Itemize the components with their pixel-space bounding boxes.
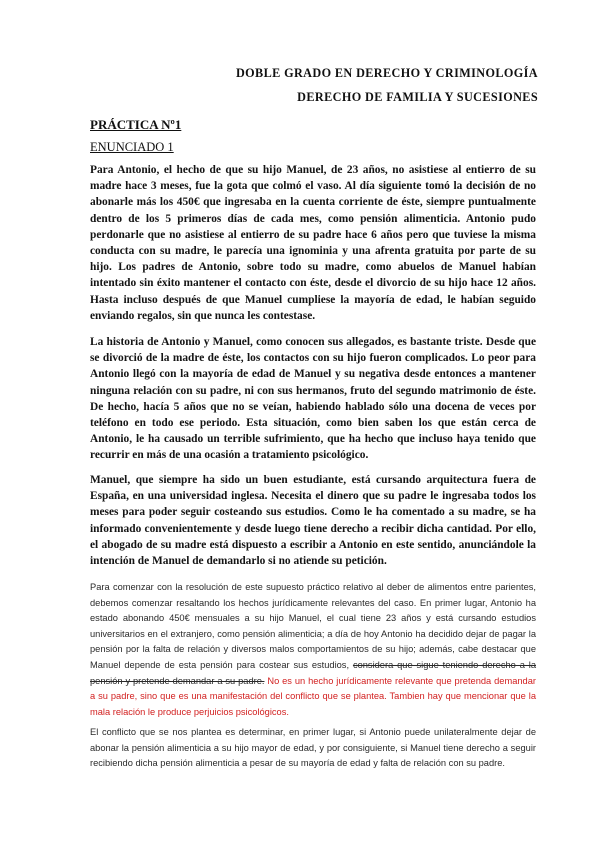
statement-label: ENUNCIADO 1 [90, 140, 174, 154]
subject-header: DERECHO DE FAMILIA Y SUCESIONES [297, 90, 538, 104]
statement-paragraph-1: Para Antonio, el hecho de que su hijo Manuel, de 23 años, no asistiese al entierro de su madre hace 3 meses, fue la gota que colmó el vaso. Al día siguiente tomó la decisión de no abonarle más los 450€ que ingresaba en la cuenta corriente de éste, siempre puntualmente dentro de los 5 primeros días de cada mes, como pensión alimenticia. Antonio pudo perdonarle que no asistiese al entierro de su padre hace 6 años pero que tuviese la misma conducta con su madre, le parecía una ignominia y una afrenta gratuita por parte de su hijo. Los padres de Antonio, sobre todo su madre, como abuelos de Manuel habían intentado sin éxito mantener el contacto con éste, desde el divorcio de su hijo hace 12 años. Hasta incluso después de que Manuel cumpliese la mayoría de edad, le habían seguido enviando regalos, sin que nunca les contestase. [90, 164, 536, 322]
practice-title: PRÁCTICA Nº1 [90, 117, 182, 132]
statement-paragraph-2: La historia de Antonio y Manuel, como conocen sus allegados, es bastante triste. Desde que se divorció de la madre de éste, los contactos con su hijo fueron complicados. Lo peor para Antonio llegó con la mayoría de edad de Manuel y su negativa desde entonces a mantener ninguna relación con su padre, ni con sus hermanos, fruto del segundo matrimonio de éste. De hecho, hacía 5 años que no se veían, habiendo hablado sólo una docena de veces por teléfono en todo ese periodo. Esta situación, como bien saben los que están cerca de Antonio, le ha causado un terrible sufrimiento, que ha hecho que incluso haya tenido que recurrir en más de una ocasión a tratamiento psicológico. [90, 336, 536, 462]
struck-out-text: considera que sigue teniendo derecho a la pensión y pretende demandar a su padre. [90, 659, 536, 686]
degree-header: DOBLE GRADO EN DERECHO Y CRIMINOLOGÍA [235, 66, 538, 80]
correction-note: No es un hecho jurídicamente relevante que pretenda demandar a su padre, sino que es una manifestación del conflicto que se plantea. Tambien hay que mencionar que la mala relación le produce perjuicios psicológicos. [90, 675, 536, 717]
answer-paragraph-1 [90, 580, 536, 720]
statement-paragraph-3: Manuel, que siempre ha sido un buen estudiante, está cursando arquitectura fuera de España, en una universidad inglesa. Necesita el dinero que su padre le ingresaba todos los meses para poder seguir costeando sus estudios. Como le ha comentado a su madre, se ha informado convenientemente y desde luego tiene derecho a recibir dicha cantidad. Por ello, el abogado de su madre está dispuesto a escribir a Antonio en este sentido, anunciándole la intención de Manuel de demandarlo si no atiende su petición. [90, 474, 536, 568]
answer-paragraph-2: El conflicto que se nos plantea es determinar, en primer lugar, si Antonio puede unilateralmente dejar de abonar la pensión alimenticia a su hijo mayor de edad, y por consiguiente, si Manuel tiene derecho a seguir recibiendo dicha pensión alimenticia a pesar de su mayoría de edad y falta de relación con su padre. [90, 727, 536, 769]
answer-paragraph-1-text: Para comenzar con la resolución de este supuesto práctico relativo al deber de alimentos entre parientes, debemos comenzar resaltando los hechos jurídicamente relevantes del caso. En primer lugar, Antonio ha estado abonando 450€ mensuales a su hijo Manuel, el cual tiene 23 años y está cursando estudios universitarios en el extranjero, como pensión alimenticia; a día de hoy Antonio ha decidido dejar de pagar la pensión por la falta de relación y diversos malos comportamientos de su hijo; además, cabe destacar que Manuel depende de esta pensión para costear sus estudios, [90, 582, 536, 670]
